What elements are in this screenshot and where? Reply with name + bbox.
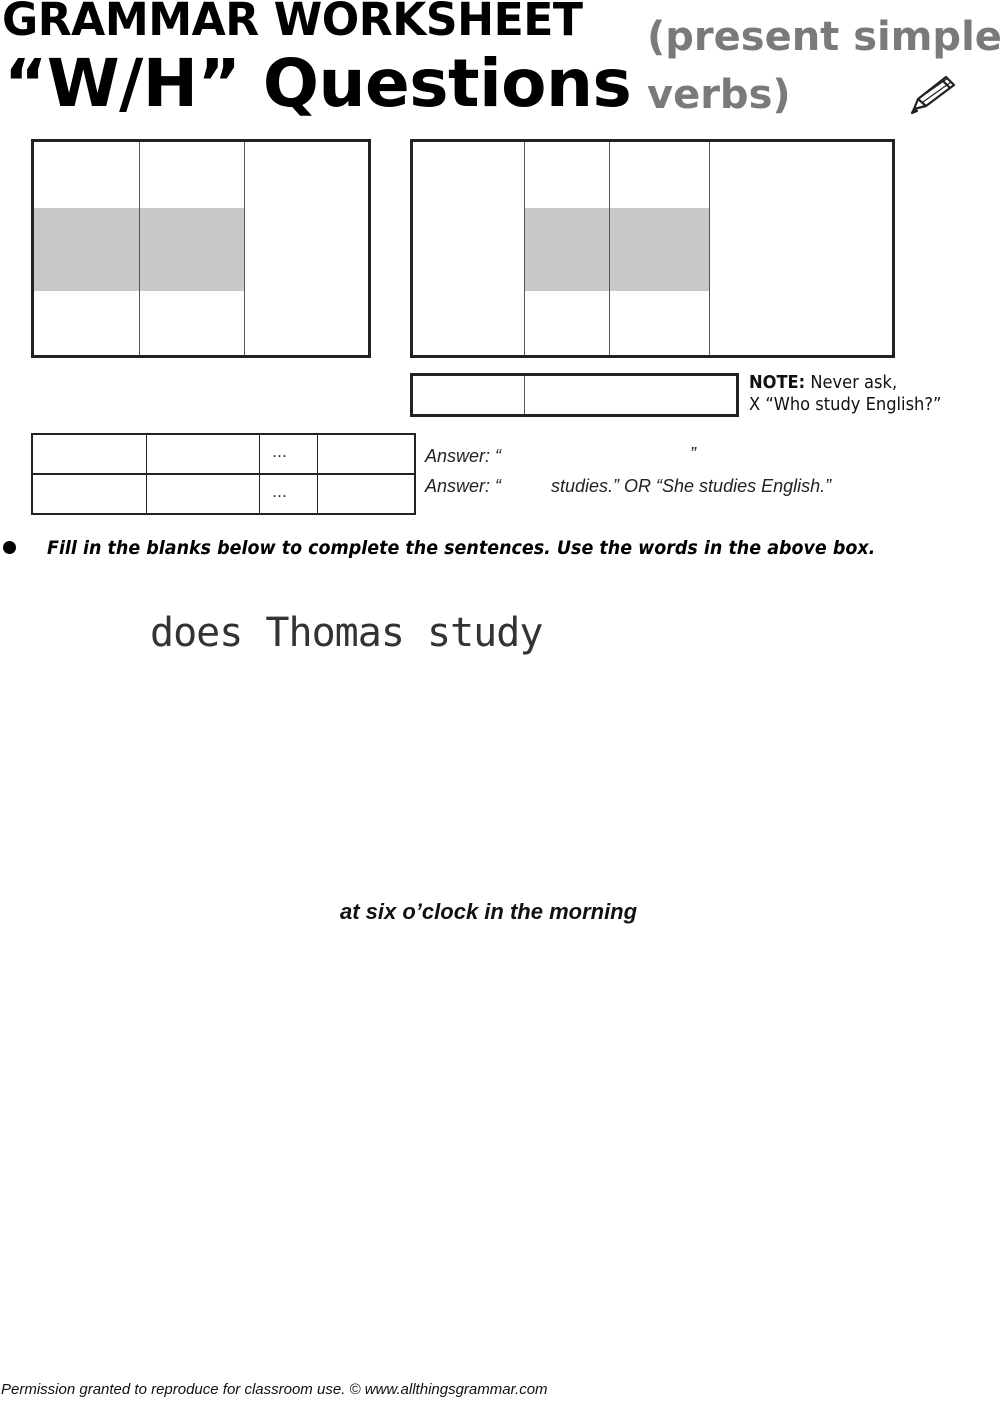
- left-table-divider: [139, 142, 140, 355]
- note-line-2: X “Who study English?”: [749, 395, 942, 415]
- right-table-divider: [524, 142, 525, 355]
- who-table: [410, 373, 739, 417]
- right-table-divider: [609, 142, 610, 355]
- note-label: NOTE:: [749, 373, 806, 393]
- row-cell: [33, 475, 147, 513]
- row-ellipsis: …: [272, 443, 289, 461]
- answer-2-text: studies.” OR “She studies English.”: [551, 476, 832, 496]
- row-cell: [147, 435, 260, 473]
- row-cell: [260, 435, 318, 473]
- answer-1-prefix: Answer: “: [425, 446, 502, 466]
- note-text: [749, 372, 941, 416]
- worksheet-title: GRAMMAR WORKSHEET: [2, 0, 583, 46]
- instruction-text: Fill in the blanks below to complete the sentences. Use the words in the above box.: [47, 537, 876, 559]
- right-table-shaded-row: [524, 208, 709, 291]
- answer-1-suffix: ”: [690, 444, 696, 464]
- example-row-1: [31, 433, 416, 475]
- answer-2-prefix: Answer: “: [425, 476, 502, 496]
- subtitle-line-2: verbs): [647, 72, 791, 118]
- left-table-divider: [244, 142, 245, 355]
- bullet-icon: [3, 541, 16, 554]
- row-cell: [147, 475, 260, 513]
- example-row-2: [31, 473, 416, 515]
- row-cell: [33, 435, 147, 473]
- subtitle-line-1: (present simple: [647, 14, 1002, 60]
- right-word-table: [410, 139, 895, 358]
- handwritten-example: does Thomas study: [150, 610, 543, 656]
- note-line-1: Never ask,: [805, 373, 898, 393]
- row-ellipsis: …: [272, 483, 289, 501]
- left-word-table: [31, 139, 371, 358]
- pencil-icon: [908, 73, 958, 115]
- worksheet-heading: “W/H” Questions: [4, 45, 632, 122]
- prompt-phrase: at six o’clock in the morning: [340, 899, 638, 924]
- who-table-divider: [524, 376, 525, 414]
- right-table-divider: [709, 142, 710, 355]
- row-cell: [260, 475, 318, 513]
- footer-permission: Permission granted to reproduce for classroom use. © www.allthingsgrammar.com: [1, 1381, 548, 1398]
